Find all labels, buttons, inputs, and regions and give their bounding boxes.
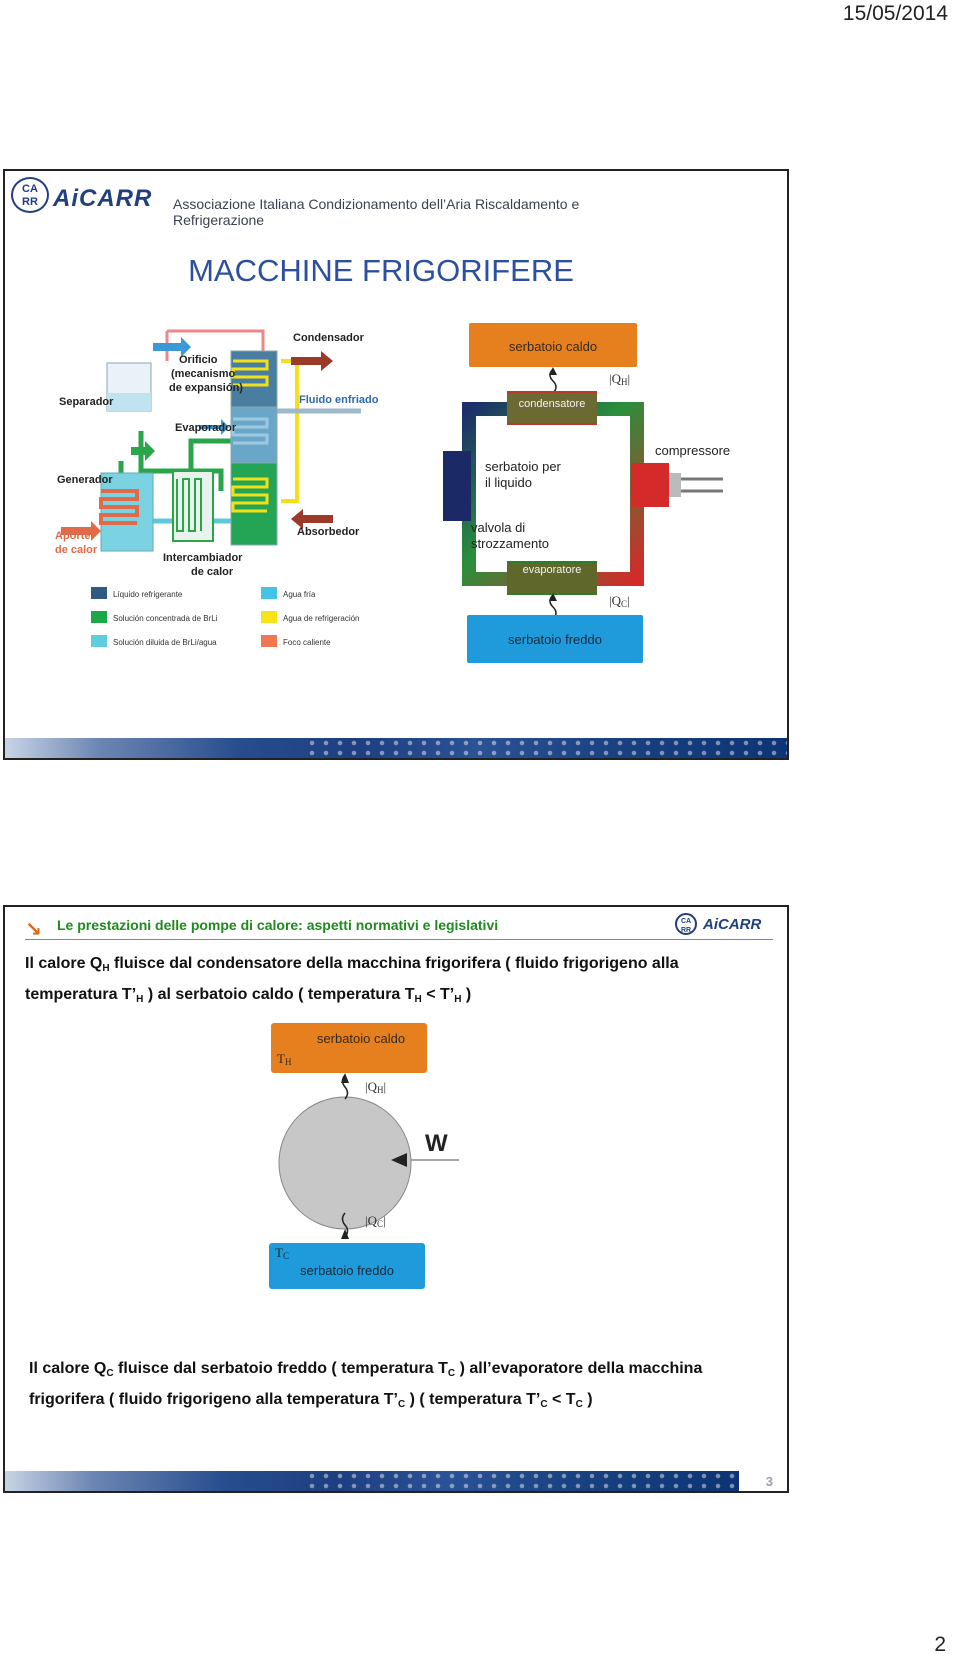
slide-footer-band <box>5 738 787 758</box>
label-mecanismo: (mecanismo <box>171 368 236 380</box>
arrow-icon: ↘ <box>25 919 42 941</box>
legend-label: Foco caliente <box>283 638 331 647</box>
legend-label: Agua fría <box>283 590 316 599</box>
heat-pump-cycle-circle <box>279 1097 411 1229</box>
carr-logo: CA RR <box>11 177 49 213</box>
aicarr-wordmark: AiCARR <box>53 185 153 212</box>
valve-label-2: strozzamento <box>471 536 550 551</box>
legend-label: Líquido refrigerante <box>113 590 183 599</box>
slide-pompe-di-calore <box>3 905 789 1493</box>
liquid-tank-label-2: il liquido <box>485 475 532 490</box>
absorption-legend <box>91 587 360 647</box>
qh-label: |QH| <box>365 1079 387 1095</box>
paragraph-condenser-heat: Il calore $Q_H$ fluisce dal condensatore della macchina frigorifera ( fluido frigorigeno alla temperatura $T’_H$ ) al serbatoio caldo ( temperatura $T_H$ < $T’_H$ ) <box>25 955 679 1005</box>
association-header <box>11 177 671 228</box>
page-number: 2 <box>934 1633 946 1656</box>
label-intercambiador-calor: de calor <box>191 566 234 578</box>
page-date: 15/05/2014 <box>842 2 948 25</box>
th-label: TH <box>277 1051 292 1067</box>
legend-label: Solución concentrada de BrLi <box>113 614 218 623</box>
heat-pump-diagram <box>241 1021 481 1291</box>
label-absorbedor: Absorbedor <box>297 526 360 538</box>
hot-reservoir-label: serbatoio caldo <box>508 339 598 354</box>
label-intercambiador: Intercambiador <box>163 552 243 564</box>
slide-title: MACCHINE FRIGORIFERE <box>188 253 574 288</box>
legend-label: Agua de refrigeración <box>283 614 360 623</box>
cold-reservoir-label: serbatoio freddo <box>300 1263 394 1278</box>
qc-label: |QC| <box>365 1213 386 1229</box>
absorption-chiller-diagram <box>51 321 381 661</box>
condenser-label: condensatore <box>518 398 586 410</box>
qc-label: |QC| <box>609 593 630 609</box>
refrigeration-cycle-diagram <box>433 323 773 675</box>
slide-footer-band <box>5 1471 739 1491</box>
label-fluido-enfriado: Fluido enfriado <box>299 394 379 406</box>
carr-logo: CA RR <box>675 913 697 935</box>
topic-header <box>25 913 773 940</box>
qh-label: |QH| <box>609 371 631 387</box>
legend-label: Solución diluida de BrLi/agua <box>113 638 217 647</box>
liquid-tank-label-1: serbatoio per <box>485 459 561 474</box>
label-expansion: de expansión) <box>169 382 243 394</box>
label-aporte: Aporte <box>55 530 91 542</box>
topic-title: Le prestazioni delle pompe di calore: aspetti normativi e legislativi <box>57 917 499 933</box>
label-generador: Generador <box>57 474 113 486</box>
liquid-tank <box>443 451 471 521</box>
compressor-label: compressore <box>655 443 731 458</box>
paragraph-evaporator-heat: Il calore $Q_C$ fluisce dal serbatoio freddo ( temperatura $T_C$ ) all’evaporatore della macchina frigorifera ( fluido frigorigeno alla temperatura $T’_C$ ) ( temperatura $T’_C < T_C$ ) <box>29 1360 703 1410</box>
label-evaporador: Evaporador <box>175 422 237 434</box>
aicarr-logo <box>675 913 767 937</box>
label-orificio: Orificio <box>179 354 218 366</box>
compressor-body <box>631 463 669 507</box>
label-separador: Separador <box>59 396 114 408</box>
slide-macchine-frigorifere <box>3 169 789 760</box>
label-aporte-calor: de calor <box>55 544 98 556</box>
association-name: Associazione Italiana Condizionamento dell’Aria Riscaldamento e Refrigerazione <box>173 196 580 228</box>
label-condensador: Condensador <box>293 332 364 344</box>
valve-label-1: valvola di <box>471 520 526 535</box>
aicarr-wordmark: AiCARR <box>703 916 762 933</box>
tc-label: TC <box>275 1245 289 1261</box>
cold-reservoir-label: serbatoio freddo <box>508 632 602 647</box>
evaporator-label: evaporatore <box>522 564 582 576</box>
hot-reservoir-label: serbatoio caldo <box>316 1031 406 1046</box>
slide-number: 3 <box>765 1474 773 1489</box>
work-label: W <box>425 1130 448 1157</box>
